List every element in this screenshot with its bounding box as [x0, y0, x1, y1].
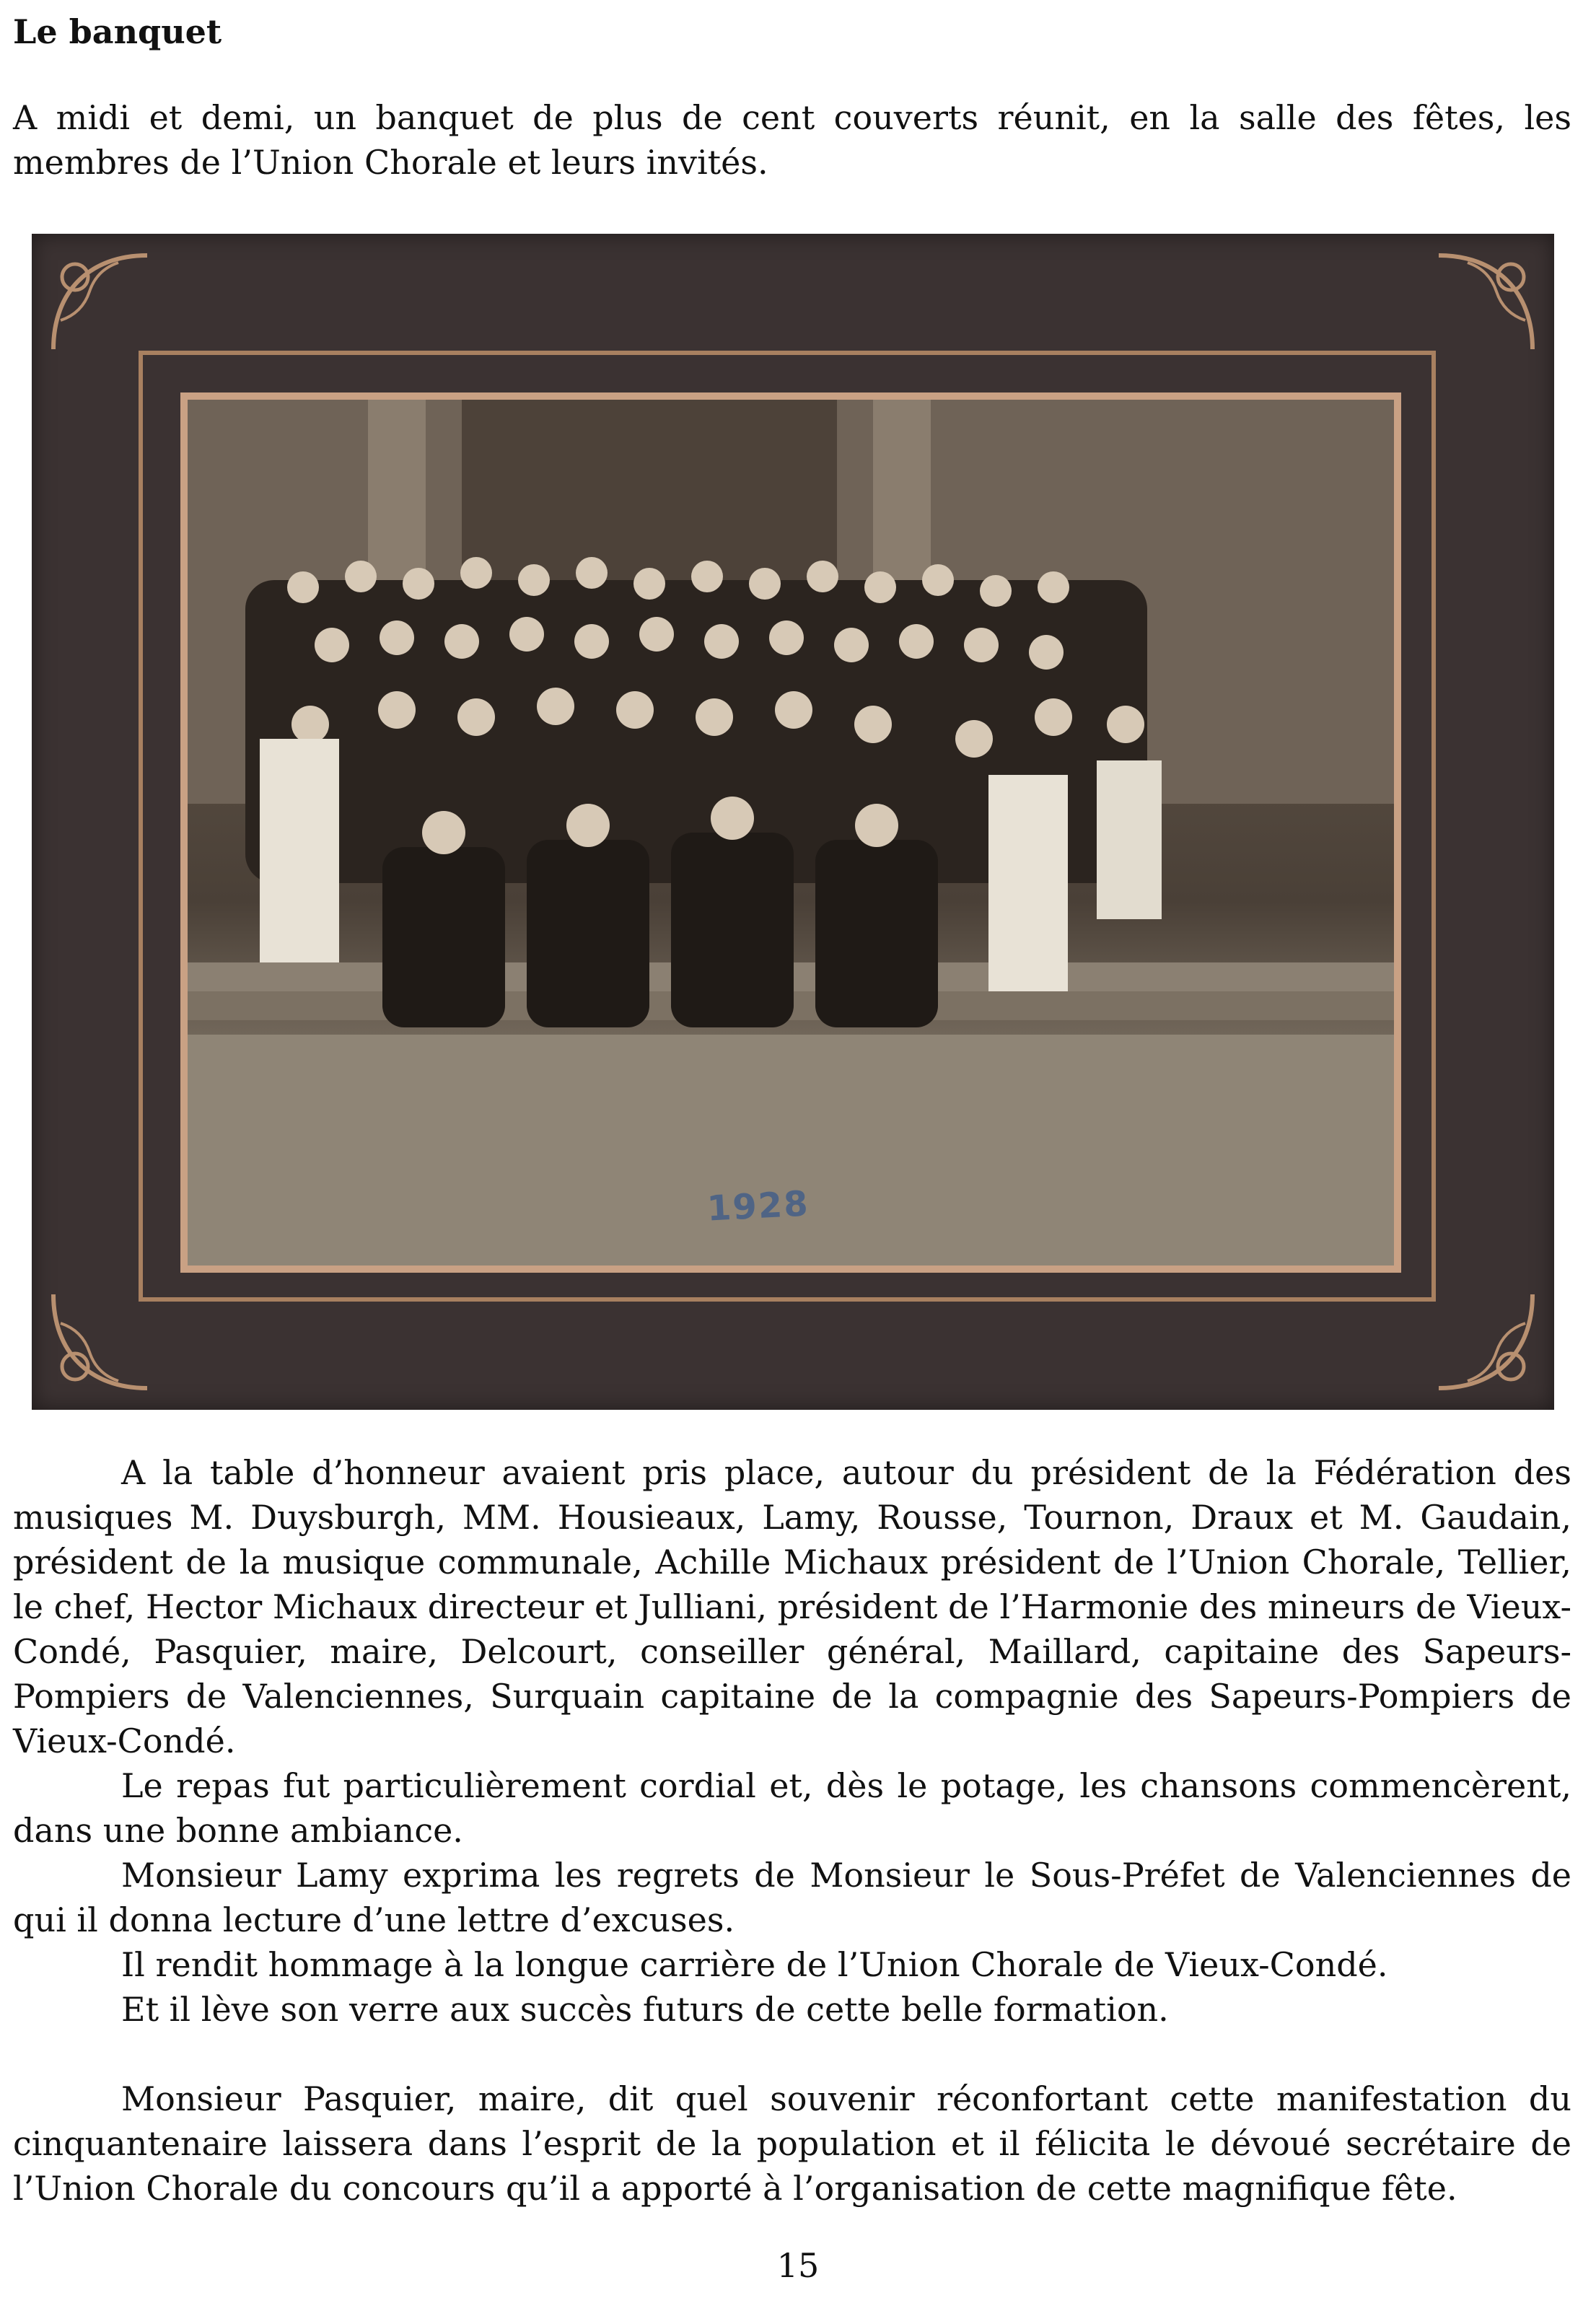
group-photo-mount [32, 234, 1554, 1410]
intro-paragraph: A midi et demi, un banquet de plus de cent couverts réunit, en la salle des fêtes, les membres de l’Union Chorale et leurs invités. [13, 98, 1571, 182]
body-paragraph: Le repas fut particulièrement cordial et, dès le potage, les chansons commencèrent, dans une bonne ambiance. [13, 1766, 1571, 1850]
body-paragraph: Il rendit hommage à la longue carrière de l’Union Chorale de Vieux-Condé. [121, 1945, 1388, 1984]
page-number: 15 [776, 2246, 820, 2285]
cobblestone-ground [188, 1035, 1394, 1266]
body-text [13, 1450, 1571, 2211]
waiter-apron-right [988, 775, 1068, 991]
photo-date-stamp: 1928 [706, 1183, 810, 1229]
group-photograph [188, 400, 1394, 1266]
body-paragraph: A la table d’honneur avaient pris place, autour du président de la Fédération des musiques M. Duysburgh, MM. Housieaux, Lamy, Rousse, Tournon, Draux et M. Gaudain, président de la musique communale, Achille Michaux président de l’Union Chorale, Tellier, le chef, Hector Michaux directeur et Julliani, président de l’Harmonie des mineurs de Vieux-Condé, Pasquier, maire, Delcourt, conseiller général, Maillard, capitaine des Sapeurs-Pompiers de Valenciennes, Surquain capitaine de la compagnie des Sapeurs-Pompiers de Vieux-Condé. [13, 1453, 1571, 1760]
ornament-top-right-icon [1431, 248, 1540, 356]
body-paragraph: Monsieur Pasquier, maire, dit quel souvenir réconfortant cette manifestation du cinquantenaire laissera dans l’esprit de la population et il félicita le dévoué secrétaire de l’Union Chorale du concours qu’il a apporté à l’organisation de cette magnifique fête. [13, 2079, 1571, 2208]
ornament-bottom-left-icon [46, 1287, 154, 1395]
body-paragraph: Et il lève son verre aux succès futurs de cette belle formation. [121, 1990, 1169, 2029]
girl-apron [1097, 760, 1162, 919]
waiter-apron-left [260, 739, 339, 962]
photograph-scene [188, 400, 1394, 1266]
ornament-bottom-right-icon [1431, 1287, 1540, 1395]
section-title: Le banquet [13, 12, 222, 51]
body-paragraph: Monsieur Lamy exprima les regrets de Monsieur le Sous-Préfet de Valenciennes de qui il donna lecture d’une lettre d’excuses. [13, 1856, 1571, 1939]
ornament-top-left-icon [46, 248, 154, 356]
